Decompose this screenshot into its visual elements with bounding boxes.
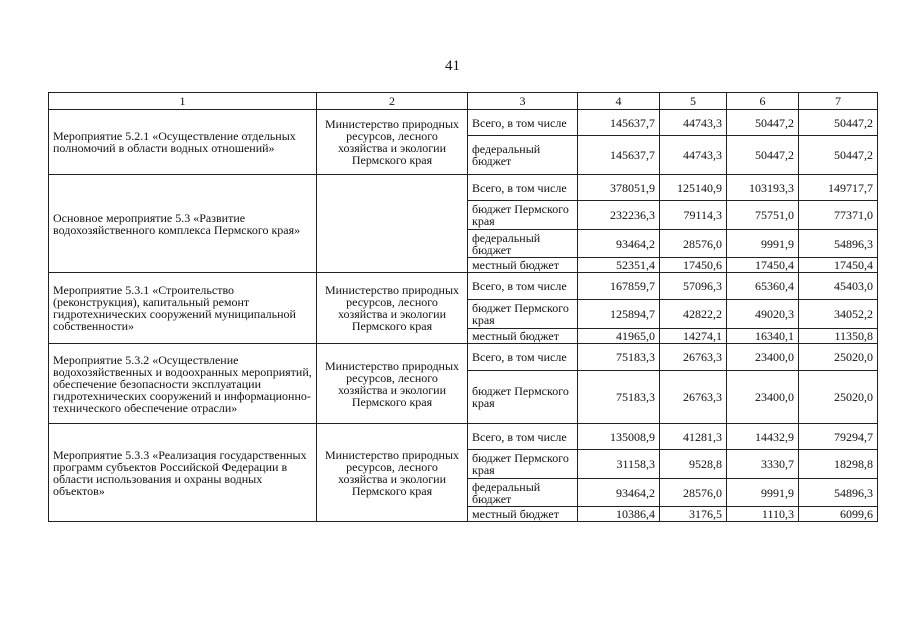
amount-cell: 57096,3 [660, 273, 727, 300]
table-row [49, 273, 878, 300]
amount-cell: 79294,7 [799, 424, 878, 450]
amount-cell: 135008,9 [578, 424, 660, 450]
amount-cell: 75751,0 [727, 201, 799, 230]
amount-cell: 50447,2 [799, 136, 878, 175]
column-header: 3 [468, 93, 578, 110]
amount-cell: 77371,0 [799, 201, 878, 230]
column-header: 7 [799, 93, 878, 110]
amount-cell: 44743,3 [660, 110, 727, 136]
amount-cell: 31158,3 [578, 450, 660, 479]
amount-cell: 3330,7 [727, 450, 799, 479]
amount-cell: 25020,0 [799, 371, 878, 424]
amount-cell: 79114,3 [660, 201, 727, 230]
amount-cell: 26763,3 [660, 344, 727, 371]
amount-cell: 93464,2 [578, 230, 660, 258]
amount-cell: 49020,3 [727, 300, 799, 329]
executor-name: Министерство природных ресурсов, лесного хозяйства и экологии Пермского края [317, 424, 468, 522]
page-number: 41 [445, 58, 460, 74]
amount-cell: 54896,3 [799, 479, 878, 507]
budget-table-body [49, 93, 878, 522]
amount-cell: 103193,3 [727, 175, 799, 201]
table-row [49, 344, 878, 371]
funding-source: федеральный бюджет [468, 479, 578, 507]
executor-name: Министерство природных ресурсов, лесного хозяйства и экологии Пермского края [317, 273, 468, 344]
column-header: 4 [578, 93, 660, 110]
amount-cell: 232236,3 [578, 201, 660, 230]
table-row [49, 424, 878, 450]
amount-cell: 45403,0 [799, 273, 878, 300]
funding-source: Всего, в том числе [468, 344, 578, 371]
funding-source: Всего, в том числе [468, 424, 578, 450]
amount-cell: 167859,7 [578, 273, 660, 300]
column-header: 6 [727, 93, 799, 110]
amount-cell: 42822,2 [660, 300, 727, 329]
amount-cell: 125894,7 [578, 300, 660, 329]
measure-name: Мероприятие 5.3.1 «Строительство (реконструкция), капитальный ремонт гидротехнических сооружений муниципальной собственности» [49, 273, 317, 344]
funding-source: бюджет Пермского края [468, 201, 578, 230]
amount-cell: 145637,7 [578, 110, 660, 136]
table-row [49, 175, 878, 201]
amount-cell: 11350,8 [799, 329, 878, 344]
executor-name: Министерство природных ресурсов, лесного хозяйства и экологии Пермского края [317, 344, 468, 424]
amount-cell: 44743,3 [660, 136, 727, 175]
measure-name: Мероприятие 5.3.2 «Осуществление водохозяйственных и водоохранных мероприятий, обеспечение безопасности эксплуатации гидротехнических сооружений и информационно-технического обеспечение отрасли» [49, 344, 317, 424]
amount-cell: 10386,4 [578, 507, 660, 522]
measure-name: Мероприятие 5.2.1 «Осуществление отдельных полномочий в области водных отношений» [49, 110, 317, 175]
measure-name: Мероприятие 5.3.3 «Реализация государственных программ субъектов Российской Федерации в области использования и охраны водных объектов» [49, 424, 317, 522]
amount-cell: 9991,9 [727, 479, 799, 507]
amount-cell: 125140,9 [660, 175, 727, 201]
funding-source: местный бюджет [468, 507, 578, 522]
amount-cell: 17450,4 [727, 258, 799, 273]
amount-cell: 14432,9 [727, 424, 799, 450]
amount-cell: 93464,2 [578, 479, 660, 507]
amount-cell: 34052,2 [799, 300, 878, 329]
amount-cell: 28576,0 [660, 230, 727, 258]
amount-cell: 1110,3 [727, 507, 799, 522]
executor-name: Министерство природных ресурсов, лесного хозяйства и экологии Пермского края [317, 110, 468, 175]
amount-cell: 26763,3 [660, 371, 727, 424]
amount-cell: 75183,3 [578, 371, 660, 424]
amount-cell: 23400,0 [727, 371, 799, 424]
amount-cell: 149717,7 [799, 175, 878, 201]
funding-source: местный бюджет [468, 258, 578, 273]
column-header: 1 [49, 93, 317, 110]
amount-cell: 52351,4 [578, 258, 660, 273]
amount-cell: 41965,0 [578, 329, 660, 344]
amount-cell: 54896,3 [799, 230, 878, 258]
table-row [49, 110, 878, 136]
measure-name: Основное мероприятие 5.3 «Развитие водохозяйственного комплекса Пермского края» [49, 175, 317, 273]
funding-source: Всего, в том числе [468, 273, 578, 300]
amount-cell: 75183,3 [578, 344, 660, 371]
amount-cell: 378051,9 [578, 175, 660, 201]
amount-cell: 16340,1 [727, 329, 799, 344]
amount-cell: 14274,1 [660, 329, 727, 344]
funding-source: федеральный бюджет [468, 136, 578, 175]
amount-cell: 50447,2 [727, 110, 799, 136]
amount-cell: 17450,6 [660, 258, 727, 273]
column-number-row [49, 93, 878, 110]
funding-source: бюджет Пермского края [468, 371, 578, 424]
amount-cell: 41281,3 [660, 424, 727, 450]
amount-cell: 50447,2 [799, 110, 878, 136]
funding-source: местный бюджет [468, 329, 578, 344]
funding-source: федеральный бюджет [468, 230, 578, 258]
amount-cell: 28576,0 [660, 479, 727, 507]
funding-source: бюджет Пермского края [468, 450, 578, 479]
executor-name [317, 175, 468, 273]
amount-cell: 9991,9 [727, 230, 799, 258]
amount-cell: 17450,4 [799, 258, 878, 273]
amount-cell: 145637,7 [578, 136, 660, 175]
amount-cell: 65360,4 [727, 273, 799, 300]
column-header: 5 [660, 93, 727, 110]
budget-table [48, 92, 878, 522]
amount-cell: 3176,5 [660, 507, 727, 522]
funding-source: Всего, в том числе [468, 175, 578, 201]
amount-cell: 25020,0 [799, 344, 878, 371]
amount-cell: 6099,6 [799, 507, 878, 522]
amount-cell: 18298,8 [799, 450, 878, 479]
column-header: 2 [317, 93, 468, 110]
amount-cell: 9528,8 [660, 450, 727, 479]
amount-cell: 50447,2 [727, 136, 799, 175]
funding-source: Всего, в том числе [468, 110, 578, 136]
funding-source: бюджет Пермского края [468, 300, 578, 329]
amount-cell: 23400,0 [727, 344, 799, 371]
